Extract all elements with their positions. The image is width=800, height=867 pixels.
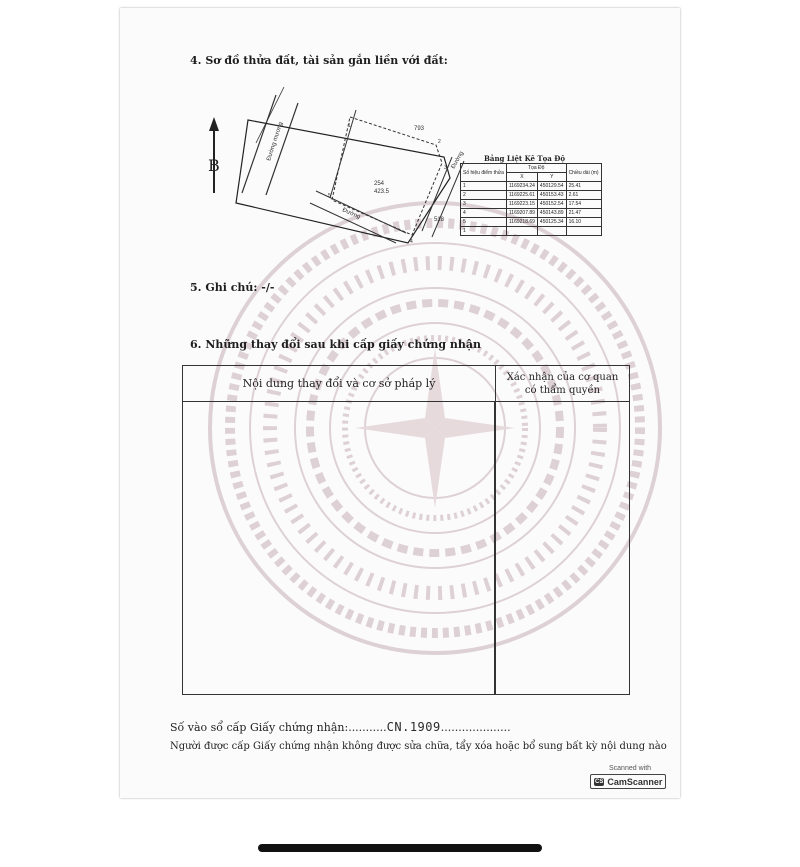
changes-header-approval-line1: Xác nhận của cơ quan (506, 371, 619, 383)
coord-header-y: Y (537, 173, 566, 182)
footer-note: Người được cấp Giấy chứng nhận không được sửa chữa, tẩy xóa hoặc bổ sung bất kỳ nội dung nào (170, 741, 667, 752)
vertex-label-1: 1 (348, 123, 351, 129)
changes-table (182, 365, 630, 695)
section-6-title: 6. Những thay đổi sau khi cấp giấy chứng nhận (190, 338, 482, 351)
coord-header-coord: Tọa Độ (506, 164, 566, 173)
parcel-map (206, 83, 476, 253)
table-row (461, 209, 602, 218)
coord-pt: 1 (461, 227, 507, 236)
camscanner-logo (590, 774, 666, 789)
parcel-area: 423.5 (374, 189, 390, 195)
coord-pt: 5 (461, 218, 507, 227)
coord-pt: 1 (461, 182, 507, 191)
coord-x: 1169218.69 (506, 218, 537, 227)
north-arrow-icon (209, 117, 219, 193)
coord-len: 17.54 (566, 200, 601, 209)
coord-len: 2.61 (566, 191, 601, 200)
registration-line (170, 720, 511, 734)
certificate-page (120, 8, 680, 798)
coord-y: 450153.43 (537, 191, 566, 200)
parcel-number: 254 (374, 181, 385, 187)
coord-y: 450125.34 (537, 218, 566, 227)
coord-len: 21.47 (566, 209, 601, 218)
home-indicator[interactable] (258, 844, 542, 852)
coord-x: 1169223.15 (506, 200, 537, 209)
coord-header-x: X (506, 173, 537, 182)
table-row (461, 200, 602, 209)
north-label: B (208, 156, 220, 175)
vertex-label-4: 4 (410, 239, 413, 245)
coord-pt: 4 (461, 209, 507, 218)
section-4-title: 4. Sơ đồ thửa đất, tài sản gắn liền với đất: (190, 54, 448, 67)
vertex-label-2: 2 (438, 139, 441, 145)
coord-len: 16.10 (566, 218, 601, 227)
coord-len: 25.41 (566, 182, 601, 191)
coord-x: 1169207.89 (506, 209, 537, 218)
coord-header-length: Chiều dài (m) (566, 164, 601, 182)
changes-header-approval (496, 366, 629, 402)
coord-header-point: Số hiệu điểm thửa (461, 164, 507, 182)
coord-x: 1169234.24 (506, 182, 537, 191)
registration-trail: .................... (440, 721, 511, 734)
coord-table (460, 163, 602, 236)
changes-header-content: Nội dung thay đổi và cơ sở pháp lý (183, 366, 496, 402)
vertex-label-3: 3 (444, 165, 447, 171)
coord-pt: 2 (461, 191, 507, 200)
road-label-bottom: Đường (341, 207, 361, 221)
registration-label: Số vào sổ cấp Giấy chứng nhận:........... (170, 721, 387, 734)
road-label-left: Đường mương (266, 121, 285, 162)
table-row (461, 191, 602, 200)
scanner-caption: Scanned with (609, 765, 652, 772)
coord-pt: 3 (461, 200, 507, 209)
table-row (461, 182, 602, 191)
coord-table-title: Bảng Liệt Kê Tọa Độ (484, 154, 566, 163)
column-divider (494, 402, 496, 694)
changes-header-approval-line2: có thẩm quyền (524, 384, 601, 396)
neighbor-top: 793 (414, 126, 425, 132)
coord-y: 450143.89 (537, 209, 566, 218)
section-5-title: 5. Ghi chú: -/- (190, 281, 275, 294)
vertex-label-5: 5 (328, 193, 331, 199)
coord-x: 1169225.61 (506, 191, 537, 200)
road-label-right: Đường (450, 150, 466, 170)
coord-y (537, 227, 566, 236)
table-row (461, 227, 602, 236)
coord-y: 450129.54 (537, 182, 566, 191)
scanner-brand: CamScanner (607, 776, 663, 787)
neighbor-right: 518 (434, 217, 445, 223)
camscanner-icon: CS (595, 778, 604, 785)
coord-x (506, 227, 537, 236)
coord-len (566, 227, 601, 236)
camscanner-badge (589, 764, 667, 794)
registration-number: CN.1909 (386, 720, 441, 734)
table-row (461, 218, 602, 227)
coord-y: 450152.54 (537, 200, 566, 209)
